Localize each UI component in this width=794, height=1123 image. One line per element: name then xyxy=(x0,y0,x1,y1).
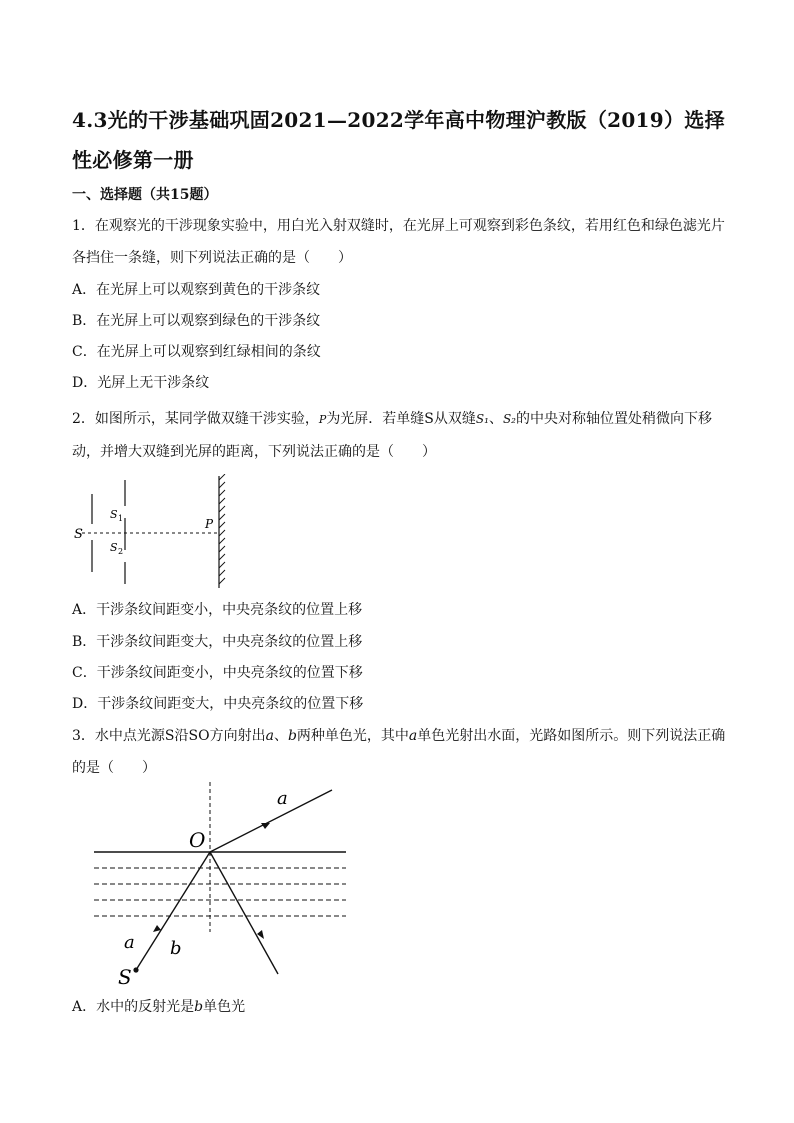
water-lines xyxy=(94,868,346,916)
question-3-light-a-second: a xyxy=(408,728,418,744)
question-2-screen-label: P xyxy=(318,413,327,426)
figure-ray-b-label: b xyxy=(170,938,182,959)
question-1-option-a: A．在光屏上可以观察到黄色的干涉条纹 xyxy=(72,282,321,298)
question-1-option-b: B．在光屏上可以观察到绿色的干涉条纹 xyxy=(72,313,321,329)
section-heading: 一、选择题（共15题） xyxy=(72,187,218,203)
figure-s1-subscript: 1 xyxy=(118,514,124,523)
question-2-option-a: A．干涉条纹间距变小，中央亮条纹的位置上移 xyxy=(72,602,363,618)
question-3-separator: 、 xyxy=(273,728,288,744)
question-1-stem: 1．在观察光的干涉现象实验中，用白光入射双缝时，在光屏上可观察到彩色条纹，若用红色和绿色滤光片各挡住一条缝，则下列说法正确的是（ ） xyxy=(72,218,725,266)
figure-point-o-label: O xyxy=(189,828,206,852)
refracted-ray-a xyxy=(210,790,332,852)
question-1-option-d: D．光屏上无干涉条纹 xyxy=(72,375,210,391)
question-3-option-a-part-2: 单色光 xyxy=(203,999,246,1015)
figure-source-label: S xyxy=(74,527,83,542)
screen-hatching xyxy=(219,474,225,584)
question-2-stem xyxy=(72,403,727,468)
question-3-figure xyxy=(86,782,352,992)
question-3-option-a-b: b xyxy=(194,999,204,1015)
document-title: 4.3光的干涉基础巩固2021—2022学年高中物理沪教版（2019）选择性必修第一册 xyxy=(72,108,725,172)
figure-s2-subscript: 2 xyxy=(118,547,124,556)
figure-s2-label: S xyxy=(110,541,118,554)
figure-s1-label: S xyxy=(110,508,118,521)
question-3-stem-part-2: 两种单色光，其中 xyxy=(296,728,409,744)
point-source-dot xyxy=(133,967,138,972)
question-3-stem-part-3: 单色光射出水面，光路如图所示。则下列说法正确的是（ ） xyxy=(72,728,726,776)
question-2-figure xyxy=(72,474,232,590)
question-3-stem-part-1: 3．水中点光源S沿SO方向射出 xyxy=(72,728,266,744)
question-3-option-a-part-1: A．水中的反射光是 xyxy=(72,999,195,1015)
question-3-stem xyxy=(72,720,727,784)
question-2-slit-s1-label: S₁ xyxy=(475,412,489,426)
question-2-option-d: D．干涉条纹间距变大，中央亮条纹的位置下移 xyxy=(72,696,364,712)
question-3-light-a: a xyxy=(265,728,274,744)
question-3-option-a xyxy=(72,997,245,1017)
question-2-separator: 、 xyxy=(488,411,503,427)
question-2-stem-part-3: 的中央对称轴位置处稍微向下移动，并增大双缝到光屏的距离，下列说法正确的是（ ） xyxy=(72,411,712,460)
question-2-option-c: C．干涉条纹间距变小，中央亮条纹的位置下移 xyxy=(72,665,363,681)
question-2-stem-part-2: 为光屏．若单缝S从双缝 xyxy=(326,411,476,427)
reflected-ray-b xyxy=(210,852,278,974)
figure-ray-a-upper-label: a xyxy=(277,788,288,809)
figure-source-s-label: S xyxy=(118,965,132,989)
question-2-slit-s2-label: S₂ xyxy=(502,412,516,426)
question-2-option-b: B．干涉条纹间距变大，中央亮条纹的位置上移 xyxy=(72,634,363,650)
question-2-stem-part-1: 2．如图所示，某同学做双缝干涉实验， xyxy=(72,411,319,427)
question-3-light-b: b xyxy=(287,728,297,744)
question-1-option-c: C．在光屏上可以观察到红绿相间的条纹 xyxy=(72,344,321,360)
figure-ray-a-lower-label: a xyxy=(124,932,135,953)
figure-screen-label: P xyxy=(205,517,214,531)
